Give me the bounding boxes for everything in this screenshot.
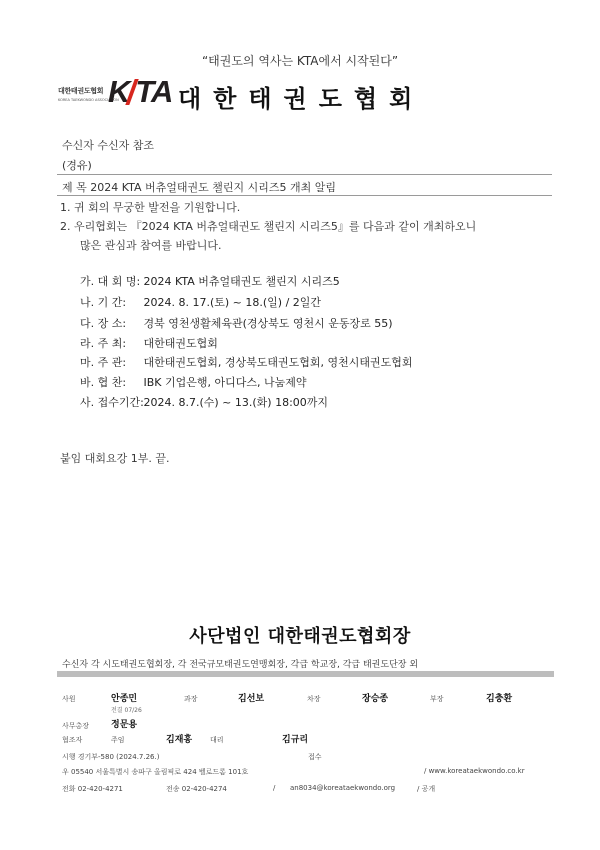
- phone-line: 전화 02-420-4271: [62, 785, 123, 793]
- secretary-role: 사무총장: [62, 722, 90, 730]
- logo-small-ko: 대한태권도협회: [58, 87, 104, 95]
- detail-row: [80, 335, 218, 351]
- logo-small-en: KOREA TAEKWONDO ASSOCIATION: [58, 98, 119, 102]
- cooperator-role: 주임: [111, 736, 125, 744]
- cooperator-label: 협조자: [62, 736, 83, 744]
- logo-small-text: [58, 86, 119, 102]
- motto: “태권도의 역사는 KTA에서 시작된다”: [201, 54, 399, 68]
- detail-value: 대한태권도협회: [143, 337, 218, 350]
- detail-row: [80, 273, 340, 289]
- cooperator-role: 대리: [210, 736, 224, 744]
- approval-role: 부장: [430, 695, 444, 703]
- detail-value: 경북 영천생활체육관(경상북도 영천시 운동장로 55): [143, 317, 393, 330]
- recipient-line: 수신자 수신자 참조: [62, 139, 155, 152]
- approval-note: 전결 07/26: [111, 707, 142, 714]
- approval-name: 장승종: [362, 694, 389, 704]
- approval-name: 안종민: [111, 694, 138, 704]
- body-item-1: 1. 귀 회의 무궁한 발전을 기원합니다.: [60, 201, 241, 214]
- detail-key: 사. 접수기간:: [80, 396, 144, 409]
- divider-2: [57, 195, 552, 196]
- detail-key: 라. 주 최:: [80, 337, 127, 350]
- kta-logo-ta: TA: [135, 74, 173, 109]
- detail-value: 대한태권도협회, 경상북도태권도협회, 영천시태권도협회: [143, 356, 413, 369]
- subject-line: 제 목 2024 KTA 버츄얼태권도 챌린지 시리즈5 개최 알림: [62, 181, 336, 194]
- receipt-label: 접수: [308, 753, 322, 761]
- approval-role: 차장: [307, 695, 321, 703]
- org-name: 대한태권도협회: [178, 85, 425, 113]
- email-separator: /: [273, 784, 276, 792]
- fax-line: 전송 02-420-4274: [166, 785, 227, 793]
- enforce-line: 시행 경기부-580 (2024.7.26.): [62, 753, 160, 761]
- detail-key: 가. 대 회 명:: [80, 275, 141, 288]
- cooperator-name: 김규리: [282, 735, 309, 745]
- body-item-2-cont: 많은 관심과 참여를 바랍니다.: [80, 239, 222, 252]
- address-line: 우 05540 서울특별시 송파구 올림픽로 424 벨로드롬 101호: [62, 768, 249, 776]
- kta-logo: [108, 74, 172, 110]
- detail-row: [80, 315, 393, 331]
- footer-bar: [57, 671, 554, 677]
- secretary-name: 정문용: [111, 720, 138, 730]
- approval-name: 김선보: [238, 694, 265, 704]
- detail-key: 바. 협 찬:: [80, 376, 127, 389]
- website-link[interactable]: / www.koreataekwondo.co.kr: [424, 767, 525, 775]
- detail-key: 마. 주 관:: [80, 356, 127, 369]
- approval-role: 과장: [184, 695, 198, 703]
- approval-role: 사원: [62, 695, 76, 703]
- footer-recipients: 수신자 각 시도태권도협회장, 각 전국규모태권도연맹회장, 각급 학교장, 각급 태권도단장 외: [62, 660, 419, 670]
- attachment-line: 붙임 대회요강 1부. 끝.: [60, 452, 170, 465]
- cooperator-name: 김재홍: [166, 735, 193, 745]
- detail-key: 나. 기 간:: [80, 296, 127, 309]
- detail-row: [80, 354, 413, 370]
- approval-name: 김충환: [486, 694, 513, 704]
- detail-value: 2024. 8. 17.(토) ~ 18.(일) / 2일간: [143, 296, 322, 309]
- detail-key: 다. 장 소:: [80, 317, 127, 330]
- detail-value: 2024. 8.7.(수) ~ 13.(화) 18:00까지: [143, 396, 329, 409]
- public-status: / 공개: [417, 785, 436, 793]
- detail-row: [80, 294, 321, 310]
- divider-1: [57, 174, 552, 175]
- body-item-2: 2. 우리협회는 『2024 KTA 버츄얼태권도 챌린지 시리즈5』를 다음과 같이 개최하오니: [60, 220, 477, 233]
- issuer-title: 사단법인 대한태권도협회장: [189, 626, 411, 647]
- email-link[interactable]: an8034@koreataekwondo.org: [290, 784, 396, 792]
- via-line: (경유): [62, 159, 92, 172]
- detail-value: IBK 기업은행, 아디다스, 나눔제약: [143, 376, 307, 389]
- detail-row: [80, 394, 328, 410]
- detail-row: [80, 374, 307, 390]
- detail-value: 2024 KTA 버츄얼태권도 챌린지 시리즈5: [143, 275, 340, 288]
- kta-logo-k: K: [108, 74, 130, 109]
